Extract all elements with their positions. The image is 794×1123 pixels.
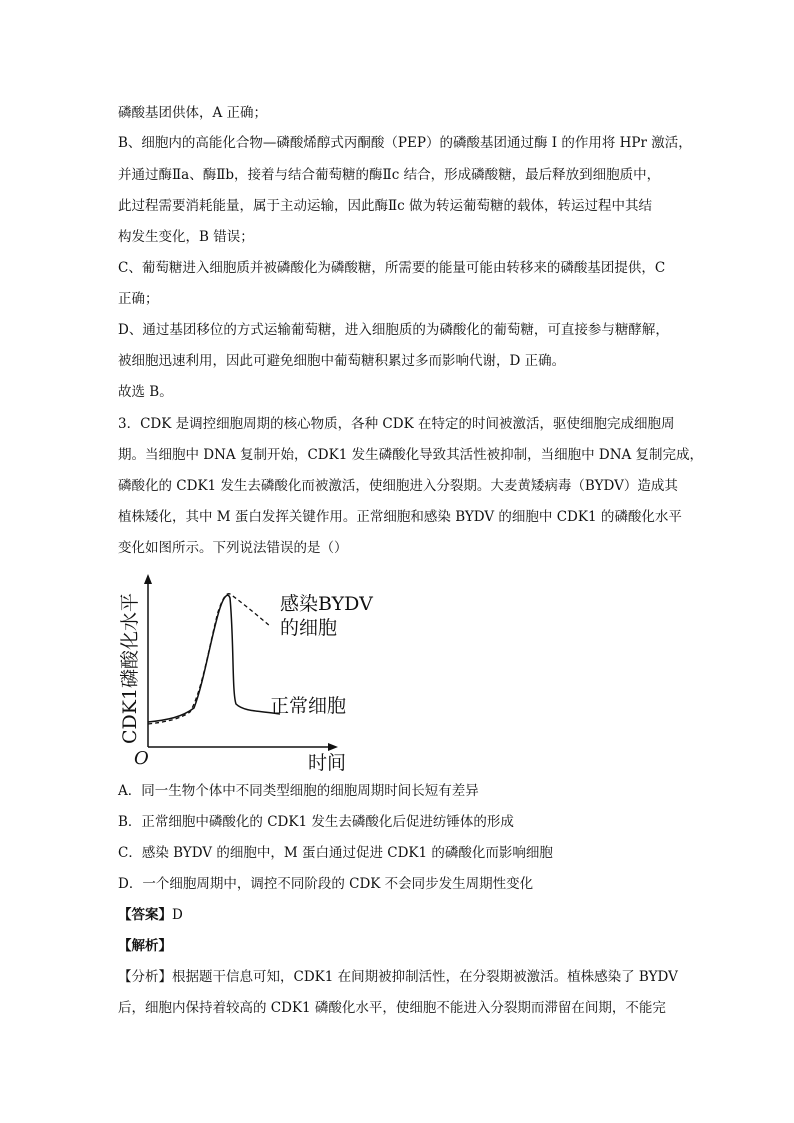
origin-label: O xyxy=(134,748,149,769)
cdk1-phosphorylation-figure xyxy=(118,572,418,772)
infected-cell-label: 感染BYDV xyxy=(280,593,373,615)
text-line: B、细胞内的高能化合物—磷酸烯醇式丙酮酸（PEP）的磷酸基团通过酶 I 的作用将 HPr 激活， xyxy=(118,135,692,151)
figure-svg xyxy=(118,572,418,772)
x-axis-arrow-icon xyxy=(328,743,338,751)
option-c: C．感染 BYDV 的细胞中，M 蛋白通过促进 CDK1 的磷酸化而影响细胞 xyxy=(118,845,553,861)
normal-cell-label: 正常细胞 xyxy=(270,695,347,717)
answer-value: D xyxy=(172,907,183,923)
normal-cell-curve xyxy=(148,595,280,722)
text-line: 磷酸基团供体，A 正确； xyxy=(118,105,268,121)
analysis-heading xyxy=(118,937,678,955)
question-stem-line: 3．CDK 是调控细胞周期的核心物质，各种 CDK 在特定的时间被激活，驱使细胞完成细胞周 xyxy=(118,416,675,432)
answer-label: 【答案】 xyxy=(118,907,172,923)
option-b: B．正常细胞中磷酸化的 CDK1 发生去磷酸化后促进纺锤体的形成 xyxy=(118,814,514,830)
option-d: D．一个细胞周期中，调控不同阶段的 CDK 不会同步发生周期性变化 xyxy=(118,876,534,892)
text-line: 此过程需要消耗能量，属于主动运输，因此酶Ⅱc 做为转运葡萄糖的载体，转运过程中其结 xyxy=(118,198,653,214)
text-line: D、通过基团移位的方式运输葡萄糖，进入细胞质的为磷酸化的葡萄糖，可直接参与糖酵解， xyxy=(118,322,669,338)
analysis-line: 后，细胞内保持着较高的 CDK1 磷酸化水平，使细胞不能进入分裂期而滞留在间期，不能完 xyxy=(118,1000,666,1016)
text-line: 并通过酶Ⅱa、酶Ⅱb，接着与结合葡萄糖的酶Ⅱc 结合，形成磷酸糖，最后释放到细胞质中， xyxy=(118,167,661,183)
y-axis-label: CDK1磷酸化水平 xyxy=(119,592,141,744)
analysis-line: 【分析】根据题干信息可知，CDK1 在间期被抑制活性，在分裂期被激活。植株感染了 BYDV xyxy=(118,969,678,985)
question-stem-line: 变化如图所示。下列说法错误的是（） xyxy=(118,540,348,556)
text-line: 正确； xyxy=(118,291,159,307)
text-line: 构发生变化，B 错误； xyxy=(118,229,254,245)
question-stem-line: 植株矮化，其中 M 蛋白发挥关键作用。正常细胞和感染 BYDV 的细胞中 CDK1 的磷酸化水平 xyxy=(118,509,682,525)
answer-line xyxy=(118,906,678,924)
option-a: A．同一生物个体中不同类型细胞的细胞周期时间长短有差异 xyxy=(118,783,479,799)
question-stem-line: 期。当细胞中 DNA 复制开始，CDK1 发生磷酸化导致其活性被抑制，当细胞中 DNA 复制完成， xyxy=(118,447,704,463)
question-stem-line: 磷酸化的 CDK1 发生去磷酸化而被激活，使细胞进入分裂期。大麦黄矮病毒（BYDV）造成其 xyxy=(118,478,678,494)
text-line: 故选 B。 xyxy=(118,384,173,400)
y-axis-arrow-icon xyxy=(144,574,152,584)
infected-cell-curve xyxy=(148,594,270,724)
x-axis-label: 时间 xyxy=(308,752,347,772)
text-line: 被细胞迅速利用，因此可避免细胞中葡萄糖积累过多而影响代谢，D 正确。 xyxy=(118,353,566,369)
infected-cell-label-2: 的细胞 xyxy=(280,617,338,639)
analysis-label: 【解析】 xyxy=(118,938,172,954)
text-line: C、葡萄糖进入细胞质并被磷酸化为磷酸糖，所需要的能量可能由转移来的磷酸基团提供，C xyxy=(118,260,666,276)
